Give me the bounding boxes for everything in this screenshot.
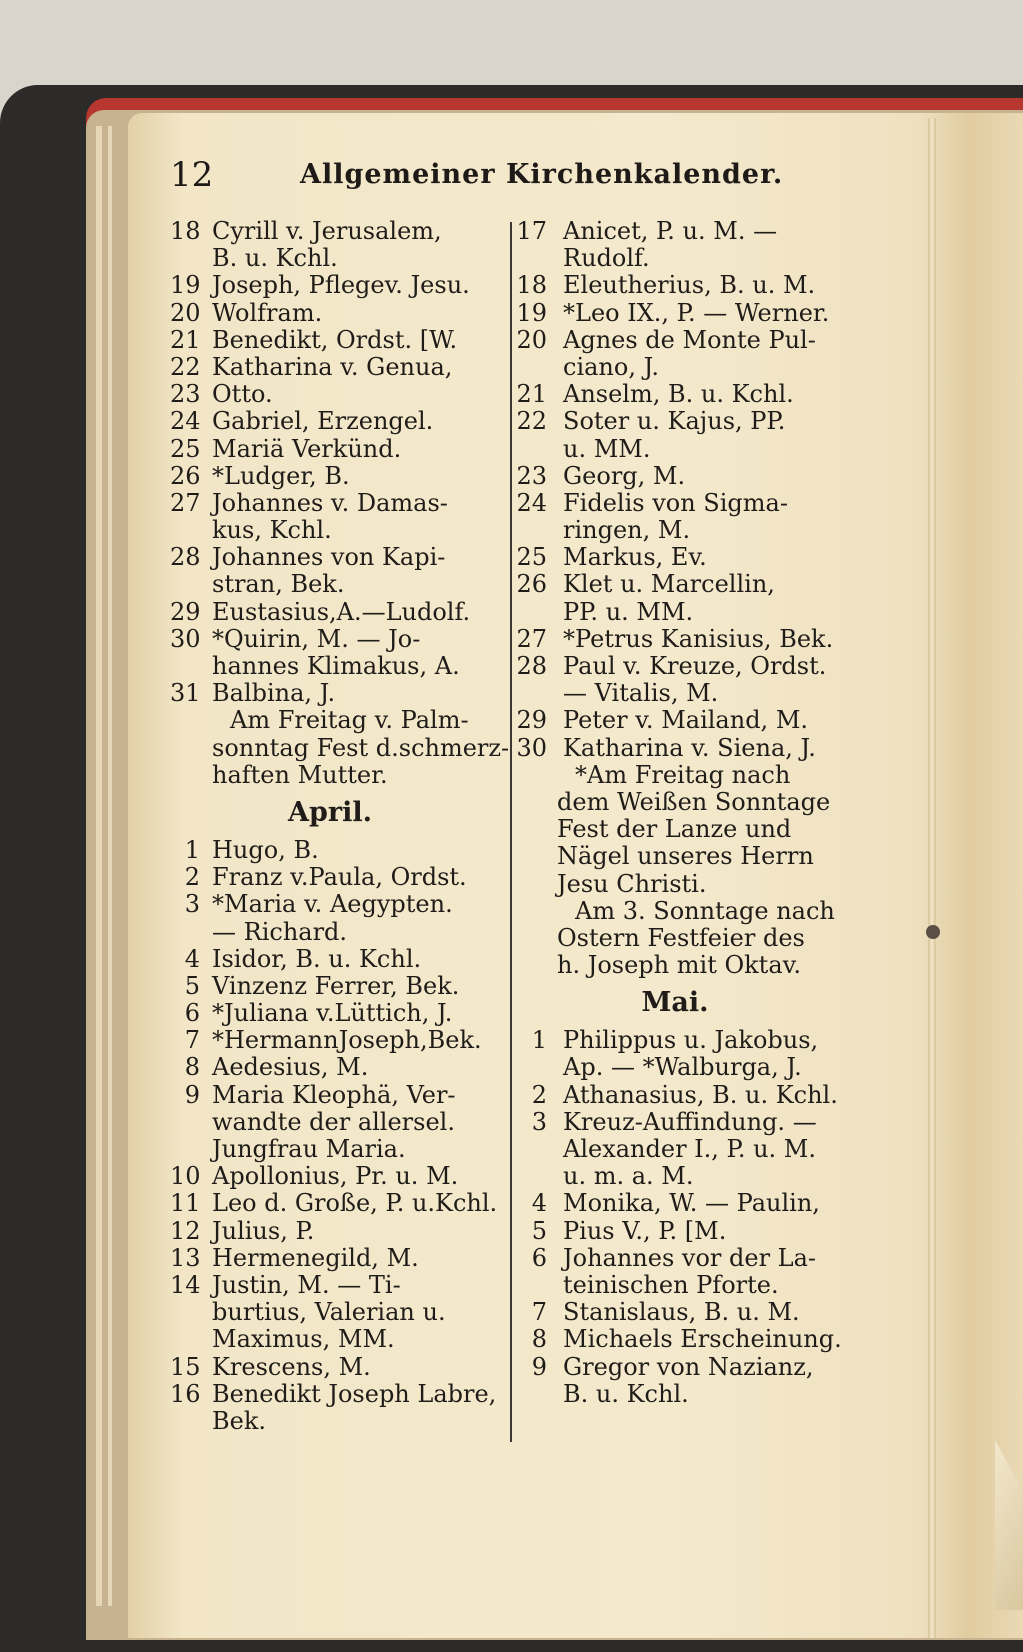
day-number: 3 bbox=[184, 890, 200, 919]
saint-name: Maria Kleophä, Ver- bbox=[212, 1080, 456, 1109]
calendar-entry bbox=[515, 1299, 850, 1326]
day-number: 28 bbox=[516, 652, 547, 680]
page-header bbox=[170, 155, 870, 205]
entry-line bbox=[515, 517, 850, 544]
day-number: 22 bbox=[516, 407, 547, 436]
saint-name: Krescens, M. bbox=[212, 1352, 371, 1381]
saint-name: Justin, M. — Ti- bbox=[212, 1270, 401, 1299]
calendar-entry bbox=[170, 354, 500, 381]
calendar-entry bbox=[170, 218, 500, 272]
day-number: 19 bbox=[170, 271, 201, 300]
saint-name: Anicet, P. u. M. — bbox=[563, 217, 778, 245]
saint-name: Katharina v. Genua, bbox=[212, 352, 453, 381]
saint-name: Apollonius, Pr. u. M. bbox=[212, 1162, 459, 1191]
calendar-entry bbox=[170, 837, 500, 864]
day-number: 26 bbox=[170, 461, 201, 490]
saint-name: Gregor von Nazianz, bbox=[563, 1352, 814, 1381]
entry-line bbox=[515, 300, 850, 327]
calendar-entry bbox=[170, 599, 500, 626]
entry-line bbox=[515, 1354, 850, 1381]
left-column bbox=[170, 217, 510, 1435]
saint-name: Mariä Verkünd. bbox=[212, 434, 402, 463]
calendar-entry bbox=[170, 1000, 500, 1027]
right-column bbox=[515, 218, 850, 1408]
saint-name: *Maria v. Aegypten. bbox=[212, 890, 453, 919]
saint-name: *HermannJoseph,Bek. bbox=[212, 1026, 482, 1055]
entry-line bbox=[515, 1190, 850, 1217]
calendar-entry bbox=[515, 1082, 850, 1109]
saint-name: — Vitalis, M. bbox=[563, 679, 719, 708]
note-line bbox=[515, 952, 850, 979]
entry-line bbox=[515, 707, 850, 734]
calendar-entry bbox=[170, 408, 500, 435]
entry-line bbox=[170, 1136, 500, 1163]
entry-line bbox=[515, 463, 850, 490]
note-line bbox=[515, 762, 850, 789]
page-gutter bbox=[928, 118, 936, 1638]
saint-name: u. MM. bbox=[563, 434, 651, 463]
saint-name: PP. u. MM. bbox=[563, 597, 694, 626]
calendar-entry bbox=[515, 707, 850, 734]
entry-line bbox=[515, 1082, 850, 1109]
month-heading: April. bbox=[288, 796, 372, 828]
note-text: Am 3. Sonntage nach bbox=[575, 896, 835, 925]
entry-line bbox=[515, 544, 850, 571]
saint-name: Rudolf. bbox=[563, 244, 650, 273]
calendar-note bbox=[515, 762, 850, 980]
entry-line bbox=[515, 218, 850, 245]
entry-line bbox=[515, 1245, 850, 1272]
calendar-entry bbox=[170, 436, 500, 463]
entry-line bbox=[170, 354, 500, 381]
calendar-entry bbox=[170, 1082, 500, 1164]
saint-name: Markus, Ev. bbox=[563, 543, 707, 572]
calendar-entry bbox=[170, 1054, 500, 1081]
saint-name: stran, Bek. bbox=[212, 570, 345, 599]
entry-line bbox=[170, 1190, 500, 1217]
saint-name: Wolfram. bbox=[212, 298, 323, 327]
day-number: 8 bbox=[184, 1053, 200, 1082]
entry-line bbox=[170, 408, 500, 435]
calendar-entry bbox=[515, 544, 850, 571]
entry-line bbox=[515, 1272, 850, 1299]
saint-name: Athanasius, B. u. Kchl. bbox=[563, 1080, 838, 1109]
saint-name: wandte der allersel. bbox=[212, 1107, 455, 1136]
day-number: 7 bbox=[184, 1026, 200, 1055]
entry-line bbox=[170, 1326, 500, 1353]
calendar-entry bbox=[170, 1354, 500, 1381]
saint-name: Alexander I., P. u. M. bbox=[563, 1135, 817, 1163]
entry-line bbox=[170, 1218, 500, 1245]
saint-name: *Juliana v.Lüttich, J. bbox=[212, 999, 453, 1028]
calendar-entry bbox=[515, 300, 850, 327]
day-number: 4 bbox=[531, 1189, 547, 1218]
saint-name: Cyrill v. Jerusalem, bbox=[212, 217, 442, 245]
saint-name: Benedikt Joseph Labre, bbox=[212, 1379, 497, 1408]
entry-line bbox=[515, 245, 850, 272]
day-number: 4 bbox=[184, 944, 200, 973]
day-number: 21 bbox=[516, 380, 547, 409]
entry-line bbox=[170, 946, 500, 973]
saint-name: Fidelis von Sigma- bbox=[563, 488, 788, 517]
saint-name: Balbina, J. bbox=[212, 679, 336, 708]
saint-name: Johannes von Kapi- bbox=[212, 543, 446, 572]
saint-name: Eleutherius, B. u. M. bbox=[563, 271, 816, 300]
note-text: Jesu Christi. bbox=[557, 869, 707, 898]
note-text: dem Weißen Sonntage bbox=[557, 787, 831, 816]
saint-name: Vinzenz Ferrer, Bek. bbox=[212, 971, 460, 1000]
day-number: 2 bbox=[531, 1080, 547, 1109]
note-line bbox=[515, 898, 850, 925]
entry-line bbox=[515, 1054, 850, 1081]
saint-name: Otto. bbox=[212, 380, 273, 409]
entry-line bbox=[170, 381, 500, 408]
day-number: 10 bbox=[170, 1162, 201, 1191]
calendar-entry bbox=[170, 891, 500, 945]
entry-line bbox=[170, 245, 500, 272]
saint-name: B. u. Kchl. bbox=[212, 244, 338, 273]
saint-name: Peter v. Mailand, M. bbox=[563, 706, 809, 735]
entry-line bbox=[170, 1354, 500, 1381]
calendar-entry bbox=[170, 946, 500, 973]
calendar-entry bbox=[170, 1163, 500, 1190]
day-number: 29 bbox=[516, 706, 547, 735]
day-number: 15 bbox=[170, 1352, 201, 1381]
calendar-entry bbox=[170, 1218, 500, 1245]
day-number: 21 bbox=[170, 325, 201, 354]
day-number: 9 bbox=[531, 1352, 547, 1381]
calendar-entry bbox=[515, 653, 850, 707]
entry-line bbox=[170, 1163, 500, 1190]
day-number: 3 bbox=[531, 1107, 547, 1136]
calendar-entry bbox=[170, 973, 500, 1000]
saint-name: B. u. Kchl. bbox=[563, 1379, 689, 1408]
day-number: 2 bbox=[184, 863, 200, 892]
entry-line bbox=[170, 1027, 500, 1054]
entry-line bbox=[515, 1218, 850, 1245]
calendar-entry bbox=[515, 1326, 850, 1353]
saint-name: Bek. bbox=[212, 1406, 267, 1435]
calendar-entry bbox=[170, 272, 500, 299]
calendar-entry bbox=[170, 327, 500, 354]
entry-line bbox=[170, 599, 500, 626]
day-number: 27 bbox=[170, 488, 201, 517]
day-number: 29 bbox=[170, 597, 201, 626]
note-line bbox=[170, 733, 510, 762]
calendar-entry bbox=[515, 463, 850, 490]
note-line bbox=[170, 762, 500, 789]
calendar-entry bbox=[170, 463, 500, 490]
day-number: 12 bbox=[170, 1216, 201, 1245]
calendar-entry bbox=[170, 1381, 500, 1435]
note-line bbox=[170, 707, 500, 734]
day-number: 18 bbox=[170, 217, 201, 245]
day-number: 14 bbox=[170, 1270, 201, 1299]
calendar-entry bbox=[170, 1245, 500, 1272]
day-number: 22 bbox=[170, 352, 201, 381]
saint-name: Michaels Erscheinung. bbox=[563, 1325, 842, 1354]
day-number: 24 bbox=[516, 488, 547, 517]
entry-line bbox=[170, 837, 500, 864]
entry-line bbox=[170, 891, 500, 918]
entry-line bbox=[515, 735, 850, 762]
calendar-entry bbox=[515, 327, 850, 381]
saint-name: Gabriel, Erzengel. bbox=[212, 407, 434, 436]
saint-name: Johannes v. Damas- bbox=[212, 488, 448, 517]
entry-line bbox=[170, 626, 500, 653]
note-text: Ostern Festfeier des bbox=[557, 923, 805, 952]
day-number: 1 bbox=[184, 835, 200, 864]
saint-name: Hermenegild, M. bbox=[212, 1243, 419, 1272]
note-line bbox=[515, 843, 850, 870]
saint-name: Benedikt, Ordst. [W. bbox=[212, 325, 458, 354]
saint-name: Maximus, MM. bbox=[212, 1325, 395, 1354]
calendar-entry bbox=[515, 735, 850, 762]
saint-name: teinischen Pforte. bbox=[563, 1270, 779, 1299]
day-number: 5 bbox=[531, 1216, 547, 1245]
day-number: 9 bbox=[184, 1080, 200, 1109]
binding-stitch bbox=[926, 925, 940, 939]
saint-name: ciano, J. bbox=[563, 352, 659, 381]
day-number: 23 bbox=[516, 461, 547, 490]
note-text: Am Freitag v. Palm- bbox=[230, 706, 469, 735]
entry-line bbox=[170, 272, 500, 299]
saint-name: Hugo, B. bbox=[212, 835, 319, 864]
note-line bbox=[515, 925, 850, 952]
entry-line bbox=[515, 1163, 850, 1190]
entry-line bbox=[170, 1082, 500, 1109]
column-divider bbox=[510, 222, 512, 1442]
note-line bbox=[515, 816, 850, 843]
saint-name: Pius V., P. [M. bbox=[563, 1216, 727, 1245]
entry-line bbox=[170, 517, 500, 544]
calendar-entry bbox=[515, 1027, 850, 1081]
calendar-entry bbox=[170, 864, 500, 891]
entry-line bbox=[515, 381, 850, 408]
note-text: sonntag Fest d.schmerz- bbox=[212, 733, 510, 762]
saint-name: Anselm, B. u. Kchl. bbox=[563, 380, 794, 409]
saint-name: Soter u. Kajus, PP. bbox=[563, 407, 786, 436]
entry-line bbox=[170, 218, 500, 245]
note-text: h. Joseph mit Oktav. bbox=[557, 951, 801, 980]
day-number: 18 bbox=[516, 271, 547, 300]
saint-name: Paul v. Kreuze, Ordst. bbox=[563, 652, 827, 680]
entry-line bbox=[170, 1408, 500, 1435]
calendar-entry bbox=[170, 1272, 500, 1354]
day-number: 7 bbox=[531, 1298, 547, 1327]
entry-line bbox=[515, 1136, 850, 1163]
day-number: 5 bbox=[184, 971, 200, 1000]
day-number: 27 bbox=[516, 624, 547, 653]
entry-line bbox=[515, 1299, 850, 1326]
calendar-entry bbox=[170, 626, 500, 680]
calendar-entry bbox=[515, 381, 850, 408]
calendar-note bbox=[170, 706, 510, 789]
entry-line bbox=[515, 653, 850, 680]
entry-line bbox=[515, 354, 850, 381]
saint-name: *Ludger, B. bbox=[212, 461, 350, 490]
saint-name: *Leo IX., P. — Werner. bbox=[563, 298, 830, 327]
saint-name: Johannes vor der La- bbox=[563, 1243, 817, 1272]
saint-name: Kreuz-Auffindung. — bbox=[563, 1107, 817, 1136]
entry-line bbox=[515, 1027, 850, 1054]
entry-line bbox=[515, 599, 850, 626]
entry-line bbox=[515, 571, 850, 598]
entry-line bbox=[170, 1054, 500, 1081]
day-number: 25 bbox=[516, 543, 547, 572]
entry-line bbox=[170, 490, 500, 517]
note-text: haften Mutter. bbox=[212, 760, 388, 789]
saint-name: Agnes de Monte Pul- bbox=[563, 325, 816, 354]
calendar-entry bbox=[515, 218, 850, 272]
day-number: 1 bbox=[531, 1026, 547, 1055]
entry-line bbox=[170, 919, 500, 946]
entry-line bbox=[170, 1299, 500, 1326]
calendar-entry bbox=[515, 1190, 850, 1217]
entry-line bbox=[170, 653, 500, 680]
saint-name: *Quirin, M. — Jo- bbox=[212, 624, 421, 653]
saint-name: ringen, M. bbox=[563, 516, 691, 545]
calendar-entry bbox=[170, 680, 500, 707]
running-title: Allgemeiner Kirchenkalender. bbox=[300, 159, 784, 190]
entry-line bbox=[170, 864, 500, 891]
note-text: *Am Freitag nach bbox=[575, 760, 791, 789]
saint-name: u. m. a. M. bbox=[563, 1162, 694, 1191]
saint-name: Klet u. Marcellin, bbox=[563, 570, 775, 599]
entry-line bbox=[170, 571, 500, 598]
note-line bbox=[515, 789, 850, 816]
calendar-entry bbox=[515, 626, 850, 653]
saint-name: kus, Kchl. bbox=[212, 516, 332, 545]
entry-line bbox=[515, 626, 850, 653]
entry-line bbox=[515, 490, 850, 517]
calendar-entry bbox=[170, 381, 500, 408]
day-number: 11 bbox=[170, 1189, 201, 1218]
calendar-entry bbox=[515, 571, 850, 625]
day-number: 30 bbox=[170, 624, 201, 653]
note-text: Fest der Lanze und bbox=[557, 815, 792, 844]
entry-line bbox=[515, 327, 850, 354]
day-number: 26 bbox=[516, 570, 547, 599]
day-number: 31 bbox=[170, 679, 201, 708]
entry-line bbox=[170, 1245, 500, 1272]
day-number: 23 bbox=[170, 380, 201, 409]
saint-name: Philippus u. Jakobus, bbox=[563, 1026, 819, 1055]
entry-line bbox=[515, 408, 850, 435]
day-number: 13 bbox=[170, 1243, 201, 1272]
calendar-entry bbox=[515, 1218, 850, 1245]
entry-line bbox=[515, 272, 850, 299]
entry-line bbox=[170, 1381, 500, 1408]
day-number: 25 bbox=[170, 434, 201, 463]
entry-line bbox=[170, 973, 500, 1000]
entry-line bbox=[515, 1381, 850, 1408]
day-number: 30 bbox=[516, 733, 547, 762]
calendar-entry bbox=[515, 490, 850, 544]
entry-line bbox=[170, 463, 500, 490]
day-number: 6 bbox=[184, 999, 200, 1028]
day-number: 28 bbox=[170, 543, 201, 572]
saint-name: Eustasius,A.—Ludolf. bbox=[212, 597, 471, 626]
entry-line bbox=[515, 1109, 850, 1136]
saint-name: Monika, W. — Paulin, bbox=[563, 1189, 820, 1218]
saint-name: Aedesius, M. bbox=[212, 1053, 369, 1082]
calendar-entry bbox=[170, 544, 500, 598]
calendar-entry bbox=[515, 1354, 850, 1408]
entry-line bbox=[515, 436, 850, 463]
entry-line bbox=[170, 1000, 500, 1027]
day-number: 19 bbox=[516, 298, 547, 327]
saint-name: hannes Klimakus, A. bbox=[212, 652, 460, 680]
note-text: Nägel unseres Herrn bbox=[557, 842, 814, 871]
day-number: 17 bbox=[516, 217, 547, 245]
calendar-entry bbox=[170, 490, 500, 544]
saint-name: — Richard. bbox=[212, 917, 348, 946]
saint-name: Georg, M. bbox=[563, 461, 686, 490]
entry-line bbox=[170, 436, 500, 463]
calendar-entry bbox=[170, 1190, 500, 1217]
saint-name: Franz v.Paula, Ordst. bbox=[212, 863, 467, 892]
saint-name: Jungfrau Maria. bbox=[212, 1135, 406, 1163]
calendar-entry bbox=[515, 408, 850, 462]
calendar-entry bbox=[170, 1027, 500, 1054]
calendar-entry bbox=[170, 300, 500, 327]
entry-line bbox=[170, 1109, 500, 1136]
saint-name: *Petrus Kanisius, Bek. bbox=[563, 624, 834, 653]
saint-name: burtius, Valerian u. bbox=[212, 1298, 446, 1327]
entry-line bbox=[170, 300, 500, 327]
saint-name: Joseph, Pflegev. Jesu. bbox=[212, 271, 470, 300]
entry-line bbox=[170, 327, 500, 354]
day-number: 8 bbox=[531, 1325, 547, 1354]
calendar-entry bbox=[515, 1109, 850, 1191]
saint-name: Ap. — *Walburga, J. bbox=[563, 1053, 802, 1082]
entry-line bbox=[515, 680, 850, 707]
calendar-entry bbox=[515, 272, 850, 299]
entry-line bbox=[170, 680, 500, 707]
entry-line bbox=[515, 1326, 850, 1353]
day-number: 20 bbox=[170, 298, 201, 327]
day-number: 16 bbox=[170, 1379, 201, 1408]
month-heading: Mai. bbox=[641, 987, 709, 1019]
day-number: 24 bbox=[170, 407, 201, 436]
calendar-entry bbox=[515, 1245, 850, 1299]
page-number: 12 bbox=[170, 155, 214, 195]
entry-line bbox=[170, 1272, 500, 1299]
saint-name: Leo d. Große, P. u.Kchl. bbox=[212, 1189, 498, 1218]
saint-name: Isidor, B. u. Kchl. bbox=[212, 944, 422, 973]
note-line bbox=[515, 871, 850, 898]
entry-line bbox=[170, 544, 500, 571]
saint-name: Julius, P. bbox=[212, 1216, 315, 1245]
saint-name: Katharina v. Siena, J. bbox=[563, 733, 816, 762]
day-number: 6 bbox=[531, 1243, 547, 1272]
saint-name: Stanislaus, B. u. M. bbox=[563, 1298, 800, 1327]
day-number: 20 bbox=[516, 325, 547, 354]
